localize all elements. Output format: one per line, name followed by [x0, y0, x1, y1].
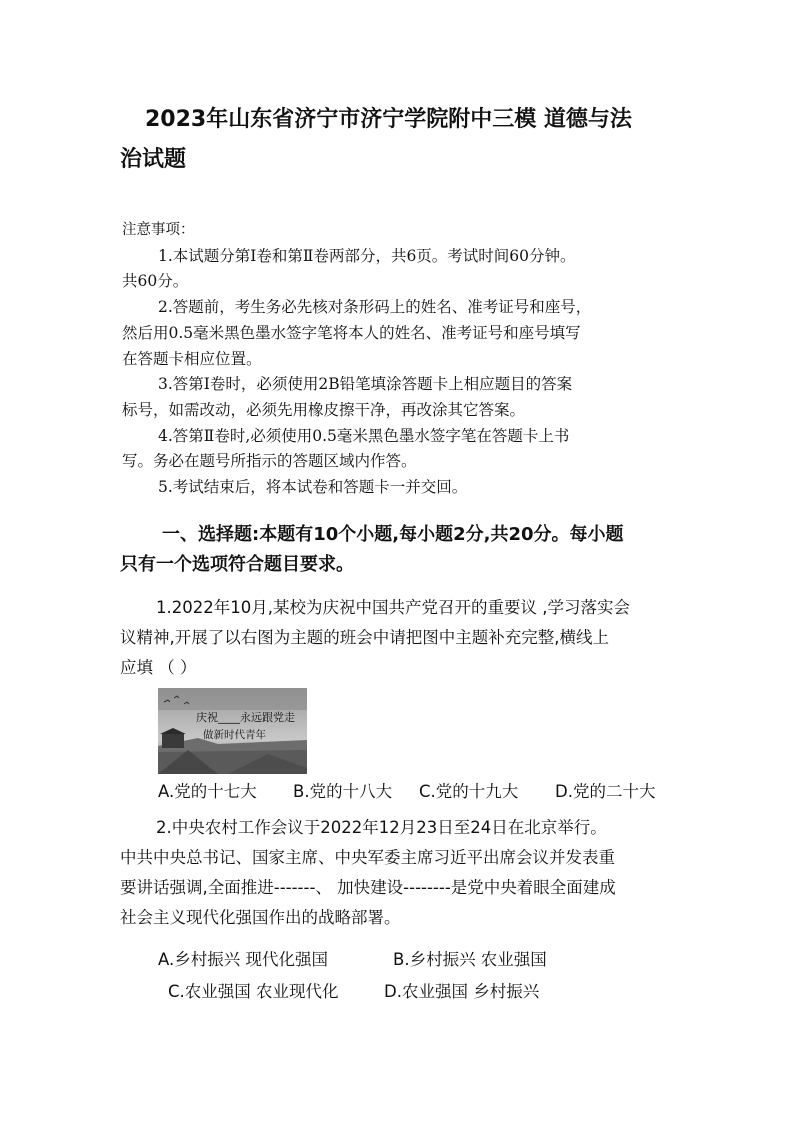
question-2-line: 要讲话强调,全面推进-------、 加快建设--------是党中央着眼全面建成	[120, 878, 616, 897]
question-1-photo	[158, 688, 307, 774]
section-heading	[120, 520, 685, 580]
option-b[interactable]: B.乡村振兴 农业强国	[393, 950, 547, 969]
option-d[interactable]: D.农业强国 乡村振兴	[384, 982, 540, 1001]
options-row	[158, 976, 678, 1008]
note-line: 写。务必在题号所指示的答题区域内作答。	[122, 452, 417, 471]
question-2-line: 社会主义现代化强国作出的战略部署。	[120, 908, 401, 927]
question-2-options	[158, 944, 678, 1008]
note-line: 1.本试题分第Ⅰ卷和第Ⅱ卷两部分，共6页。考试时间60分钟。	[158, 246, 576, 265]
note-line: 在答题卡相应位置。	[122, 349, 262, 368]
option-c[interactable]: C.党的十九大	[419, 782, 519, 801]
question-1	[120, 593, 685, 683]
note-line: 2.答题前，考生务必先核对条形码上的姓名、准考证号和座号，	[158, 298, 592, 317]
question-1-options	[158, 778, 698, 806]
question-1-line: 议精神,开展了以右图为主题的班会中请把图中主题补充完整,横线上	[120, 628, 609, 647]
option-b[interactable]: B.党的十八大	[293, 782, 393, 801]
notes-block	[122, 218, 687, 501]
note-line: 然后用0.5毫米黑色墨水签字笔将本人的姓名、准考证号和座号填写	[122, 323, 581, 342]
option-d[interactable]: D.党的二十大	[555, 782, 656, 801]
notes-heading: 注意事项：	[122, 222, 195, 238]
options-row	[158, 944, 678, 976]
option-a[interactable]: A.乡村振兴 现代化强国	[158, 950, 328, 969]
page-title	[120, 100, 690, 180]
option-c[interactable]: C.农业强国 农业现代化	[168, 982, 339, 1001]
title-line-1: 2023年山东省济宁市济宁学院附中三模 道德与法	[145, 107, 632, 132]
note-line: 标号，如需改动，必须先用橡皮擦干净，再改涂其它答案。	[122, 400, 526, 419]
question-1-line: 应填 （ ）	[120, 658, 197, 677]
question-2-line: 中共中央总书记、国家主席、中央军委主席习近平出席会议并发表重	[120, 848, 615, 867]
section-line-1: 一、选择题:本题有10个小题,每小题2分,共20分。每小题	[162, 524, 624, 545]
question-2-line: 2.中央农村工作会议于2022年12月23日至24日在北京举行。	[156, 818, 607, 837]
question-1-line: 1.2022年10月,某校为庆祝中国共产党召开的重要议 ,学习落实会	[156, 598, 630, 617]
note-line: 4.答第Ⅱ卷时,必须使用0.5毫米黑色墨水签字笔在答题卡上书	[158, 426, 570, 445]
option-a[interactable]: A.党的十七大	[158, 782, 257, 801]
section-line-2: 只有一个选项符合题目要求。	[120, 554, 354, 575]
note-line: 5.考试结束后，将本试卷和答题卡一并交回。	[158, 478, 468, 497]
note-line: 共60分。	[122, 272, 189, 291]
photo-caption-1: 庆祝____永远跟党走	[196, 711, 295, 724]
photo-caption-2: 做新时代青年	[203, 729, 266, 741]
title-line-2: 治试题	[120, 147, 187, 172]
question-2	[120, 813, 685, 933]
note-line: 3.答第Ⅰ卷时，必须使用2B铅笔填涂答题卡上相应题目的答案	[158, 375, 573, 394]
